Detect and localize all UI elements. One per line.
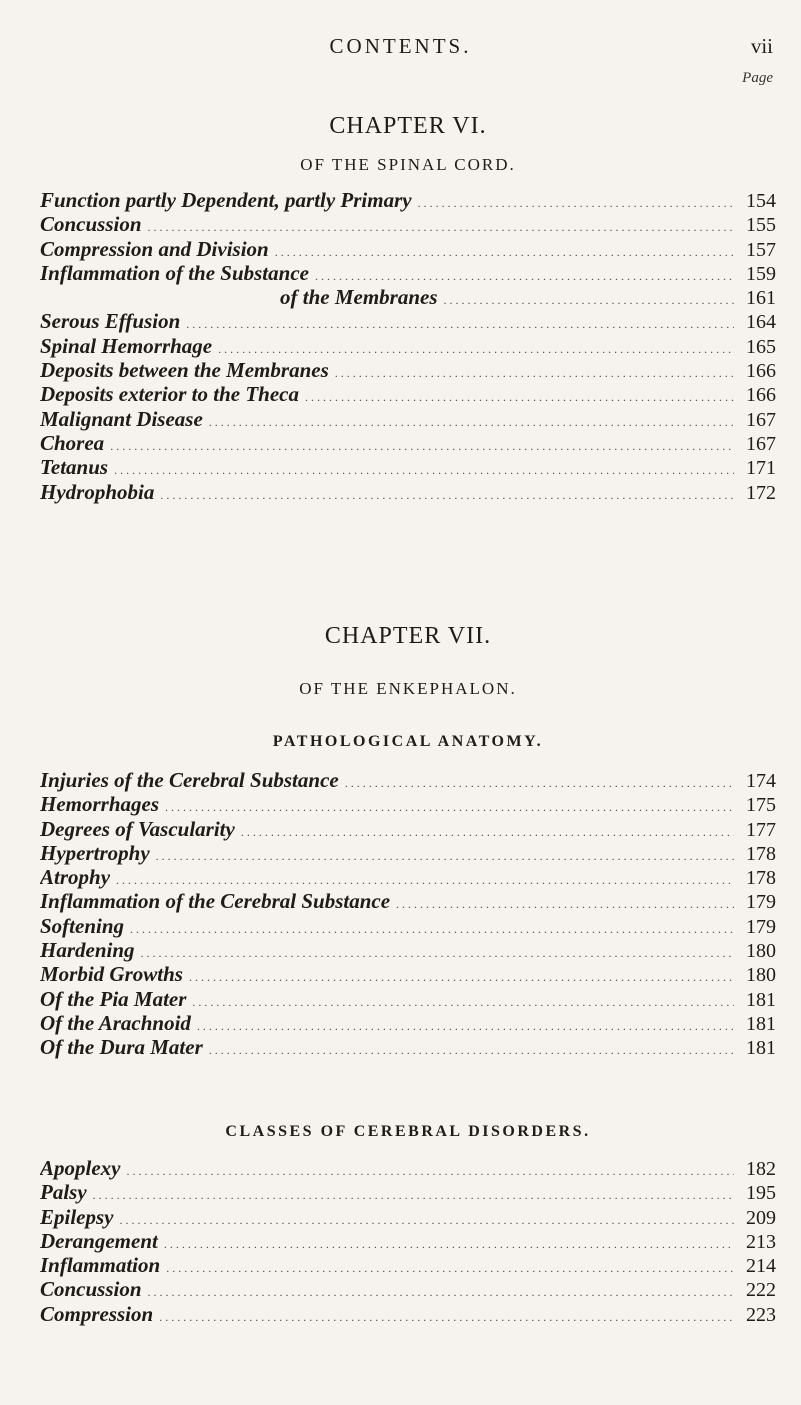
entry-page-number: 222 — [746, 1279, 776, 1302]
toc-entry — [40, 212, 776, 236]
entry-title: Compression and Division — [40, 236, 269, 261]
entry-page-number: 172 — [746, 481, 776, 504]
dot-leader — [166, 1256, 734, 1277]
entry-page-number: 167 — [746, 432, 776, 455]
entry-page-number: 181 — [746, 1012, 776, 1035]
dot-leader — [110, 434, 734, 455]
entry-page-number: 164 — [746, 311, 776, 334]
toc-entry — [40, 407, 776, 431]
toc-entry — [40, 1011, 776, 1035]
toc-entry — [40, 1205, 776, 1229]
entry-page-number: 181 — [746, 988, 776, 1011]
dot-leader — [192, 990, 734, 1011]
entry-title: Deposits exterior to the Theca — [40, 382, 299, 407]
chapter-section — [40, 110, 776, 504]
entry-title: Spinal Hemorrhage — [40, 333, 213, 358]
entry-title: Concussion — [40, 1277, 142, 1302]
entry-page-number: 159 — [746, 262, 776, 285]
entry-title: Derangement — [40, 1228, 158, 1253]
toc-entry — [40, 1035, 776, 1059]
dot-leader — [305, 385, 734, 406]
entry-title: Chorea — [40, 430, 105, 455]
toc-entry — [40, 865, 776, 889]
chapter-title: CHAPTER VII. — [324, 623, 492, 649]
dot-leader — [116, 868, 734, 889]
entry-page-number: 178 — [746, 867, 776, 890]
entry-title: Concussion — [40, 212, 142, 237]
entry-page-number: 177 — [746, 818, 776, 841]
entry-title: Apoplexy — [40, 1156, 121, 1180]
entry-title: Degrees of Vascularity — [40, 816, 235, 841]
entry-title: Of the Arachnoid — [40, 1010, 191, 1035]
page-column-label: Page — [742, 70, 773, 86]
entry-page-number: 174 — [746, 770, 776, 792]
dot-leader — [241, 820, 734, 841]
entry-title: Tetanus — [40, 455, 109, 480]
toc-list — [40, 188, 776, 504]
dot-leader — [197, 1014, 734, 1035]
dot-leader — [275, 240, 734, 261]
entry-page-number: 179 — [746, 915, 776, 938]
entry-title: Atrophy — [40, 865, 111, 890]
dot-leader — [418, 191, 734, 212]
chapter-subtitle: OF THE ENKEPHALON. — [299, 679, 517, 698]
toc-entry — [40, 1253, 776, 1277]
entry-page-number: 214 — [746, 1255, 776, 1278]
entry-page-number: 182 — [746, 1158, 776, 1180]
entry-page-number: 171 — [746, 457, 776, 480]
toc-entry — [40, 382, 776, 406]
toc-entry — [40, 261, 776, 285]
dot-leader — [164, 1232, 734, 1253]
entry-title: Injuries of the Cerebral Substance — [40, 768, 339, 792]
toc-entry — [40, 188, 776, 212]
dot-leader — [160, 483, 734, 504]
toc-entry — [40, 987, 776, 1011]
entry-title: Hypertrophy — [40, 840, 150, 865]
dot-leader — [444, 288, 735, 309]
dot-leader — [156, 844, 734, 865]
entry-title: Inflammation of the Substance — [40, 260, 309, 285]
toc-entry — [40, 334, 776, 358]
dot-leader — [209, 1038, 734, 1059]
page-number: vii — [750, 34, 773, 58]
entry-page-number: 223 — [746, 1303, 776, 1326]
entry-page-number: 179 — [746, 891, 776, 914]
entry-page-number: 167 — [746, 408, 776, 431]
toc-entry — [40, 768, 776, 792]
toc-list — [40, 768, 776, 1060]
dot-leader — [114, 458, 734, 479]
dot-leader — [130, 917, 734, 938]
dot-leader — [186, 312, 734, 333]
entry-title: Hardening — [40, 938, 135, 963]
entry-title: Of the Pia Mater — [40, 986, 187, 1011]
chapter-section — [40, 1120, 776, 1326]
entry-page-number: 175 — [746, 794, 776, 817]
entry-title: Of the Dura Mater — [40, 1035, 203, 1060]
entry-title: Hemorrhages — [40, 792, 160, 817]
toc-entry — [40, 455, 776, 479]
entry-title: Function partly Dependent, partly Primary — [40, 188, 412, 212]
toc-entry — [40, 1277, 776, 1301]
toc-entry — [40, 889, 776, 913]
toc-entry — [40, 792, 776, 816]
toc-entry — [40, 431, 776, 455]
entry-title: Epilepsy — [40, 1204, 114, 1229]
toc-entry — [40, 358, 776, 382]
dot-leader — [209, 410, 734, 431]
toc-entry — [40, 938, 776, 962]
section-heading: CLASSES OF CEREBRAL DISORDERS. — [225, 1123, 591, 1140]
toc-entry — [40, 285, 776, 309]
entry-title: of the Membranes — [280, 285, 438, 310]
dot-leader — [141, 941, 734, 962]
toc-entry — [40, 841, 776, 865]
entry-title: Malignant Disease — [40, 406, 203, 431]
entry-page-number: 181 — [746, 1037, 776, 1060]
dot-leader — [120, 1208, 735, 1229]
running-title: CONTENTS. — [329, 34, 472, 58]
entry-page-number: 157 — [746, 238, 776, 261]
entry-title: Compression — [40, 1301, 154, 1326]
entry-page-number: 178 — [746, 842, 776, 865]
toc-entry — [40, 1180, 776, 1204]
entry-title: Deposits between the Membranes — [40, 358, 329, 383]
toc-entry — [40, 1229, 776, 1253]
entry-title: Morbid Growths — [40, 962, 183, 987]
entry-title: Palsy — [40, 1180, 87, 1205]
dot-leader — [93, 1183, 734, 1204]
entry-page-number: 213 — [746, 1230, 776, 1253]
toc-entry — [40, 914, 776, 938]
chapter-title: CHAPTER VI. — [329, 113, 487, 139]
entry-page-number: 166 — [746, 360, 776, 383]
dot-leader — [315, 264, 734, 285]
entry-title: Softening — [40, 913, 125, 938]
toc-entry — [40, 480, 776, 504]
dot-leader — [345, 771, 734, 792]
toc-entry — [40, 237, 776, 261]
chapter-subtitle: OF THE SPINAL CORD. — [300, 155, 516, 174]
dot-leader — [218, 337, 734, 358]
running-header — [0, 34, 801, 64]
entry-page-number: 161 — [746, 287, 776, 310]
dot-leader — [396, 892, 734, 913]
entry-page-number: 165 — [746, 335, 776, 358]
dot-leader — [126, 1159, 734, 1180]
chapter-section — [40, 620, 776, 1060]
section-heading: PATHOLOGICAL ANATOMY. — [272, 733, 544, 750]
entry-page-number: 180 — [746, 940, 776, 963]
toc-entry — [40, 1302, 776, 1326]
toc-entry — [40, 1156, 776, 1180]
entry-title: Hydrophobia — [40, 479, 155, 504]
entry-page-number: 195 — [746, 1182, 776, 1205]
entry-page-number: 155 — [746, 214, 776, 237]
dot-leader — [189, 965, 734, 986]
dot-leader — [335, 361, 734, 382]
entry-title: Inflammation — [40, 1253, 161, 1278]
toc-entry — [40, 817, 776, 841]
dot-leader — [148, 1280, 734, 1301]
toc-entry — [40, 962, 776, 986]
entry-page-number: 180 — [746, 964, 776, 987]
entry-page-number: 166 — [746, 384, 776, 407]
dot-leader — [148, 215, 734, 236]
entry-page-number: 209 — [746, 1206, 776, 1229]
dot-leader — [165, 795, 734, 816]
dot-leader — [159, 1305, 734, 1326]
entry-title: Inflammation of the Cerebral Substance — [40, 889, 391, 914]
toc-list — [40, 1156, 776, 1326]
entry-title: Serous Effusion — [40, 309, 181, 334]
toc-entry — [40, 309, 776, 333]
entry-page-number: 154 — [746, 190, 776, 212]
